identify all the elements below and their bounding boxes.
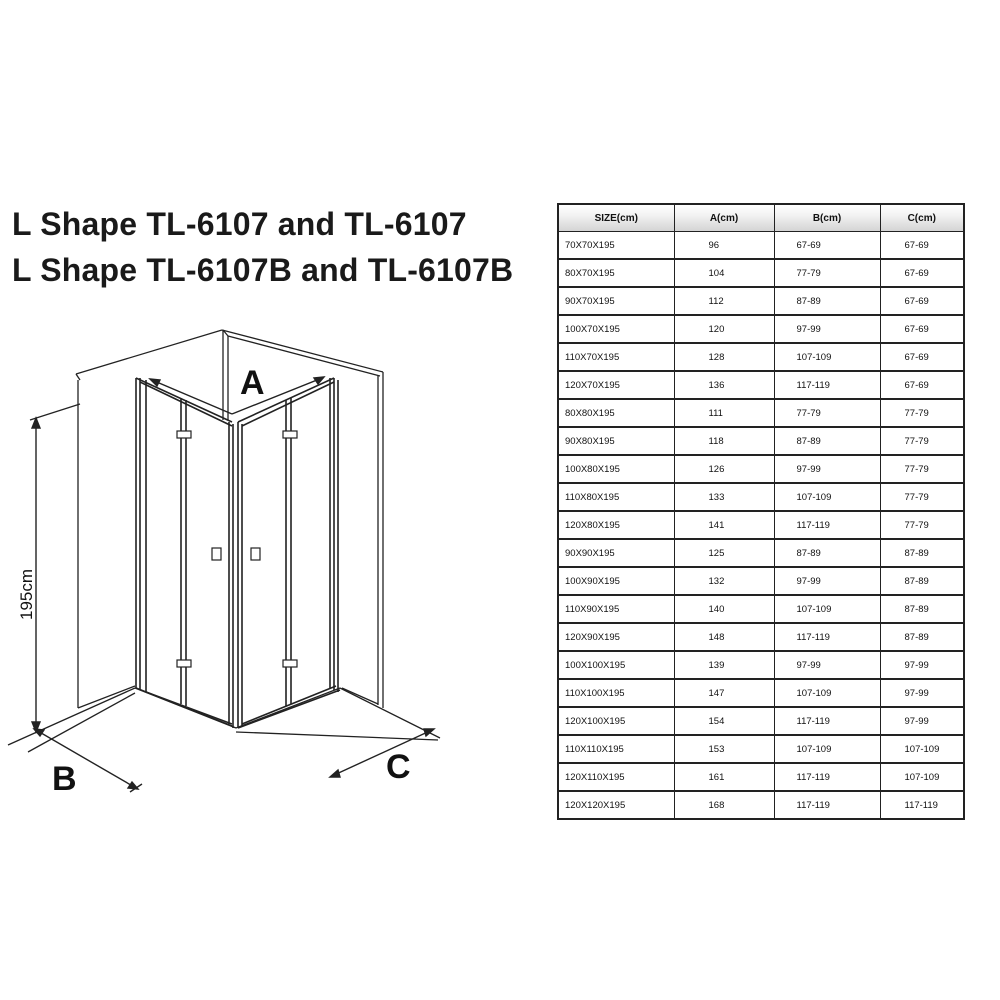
left-door-hinges	[177, 431, 221, 667]
c-cell: 67-69	[880, 343, 964, 371]
size-spec-table	[557, 203, 965, 820]
table-row	[558, 455, 964, 483]
b-cell: 87-89	[774, 427, 880, 455]
b-cell: 97-99	[774, 651, 880, 679]
dimension-b-arrow	[34, 729, 142, 792]
table-row	[558, 427, 964, 455]
b-cell: 97-99	[774, 567, 880, 595]
table-row	[558, 539, 964, 567]
b-cell: 107-109	[774, 343, 880, 371]
c-cell: 107-109	[880, 763, 964, 791]
size-cell: 80X70X195	[558, 259, 674, 287]
a-cell: 147	[674, 679, 774, 707]
c-cell: 67-69	[880, 287, 964, 315]
b-cell: 117-119	[774, 623, 880, 651]
a-cell: 141	[674, 511, 774, 539]
size-cell: 100X100X195	[558, 651, 674, 679]
size-cell: 120X80X195	[558, 511, 674, 539]
table-header-row	[558, 204, 964, 232]
size-cell: 70X70X195	[558, 232, 674, 260]
size-cell: 100X90X195	[558, 567, 674, 595]
a-cell: 104	[674, 259, 774, 287]
a-cell: 161	[674, 763, 774, 791]
size-cell: 110X110X195	[558, 735, 674, 763]
table-row	[558, 343, 964, 371]
a-cell: 126	[674, 455, 774, 483]
c-cell: 77-79	[880, 427, 964, 455]
c-cell: 107-109	[880, 735, 964, 763]
b-cell: 107-109	[774, 483, 880, 511]
height-dimension-arrow	[30, 404, 80, 732]
dimension-a-label: A	[240, 364, 265, 402]
table-row	[558, 399, 964, 427]
a-cell: 118	[674, 427, 774, 455]
c-cell: 77-79	[880, 511, 964, 539]
a-cell: 136	[674, 371, 774, 399]
b-cell: 77-79	[774, 259, 880, 287]
floor-outline	[8, 688, 440, 752]
header-a: A(cm)	[674, 204, 774, 232]
c-cell: 97-99	[880, 707, 964, 735]
table-row	[558, 259, 964, 287]
size-cell: 110X100X195	[558, 679, 674, 707]
c-cell: 87-89	[880, 539, 964, 567]
b-cell: 87-89	[774, 539, 880, 567]
b-cell: 117-119	[774, 707, 880, 735]
table-row	[558, 651, 964, 679]
table-row	[558, 232, 964, 260]
title-line-2: L Shape TL-6107B and TL-6107B	[12, 252, 514, 288]
table-row	[558, 567, 964, 595]
header-c: C(cm)	[880, 204, 964, 232]
size-cell: 110X70X195	[558, 343, 674, 371]
a-cell: 148	[674, 623, 774, 651]
size-cell: 120X120X195	[558, 791, 674, 819]
size-cell: 120X110X195	[558, 763, 674, 791]
c-cell: 67-69	[880, 315, 964, 343]
header-b: B(cm)	[774, 204, 880, 232]
b-cell: 117-119	[774, 371, 880, 399]
table-row	[558, 287, 964, 315]
table-row	[558, 707, 964, 735]
shower-enclosure-diagram	[0, 300, 540, 820]
a-cell: 140	[674, 595, 774, 623]
a-cell: 128	[674, 343, 774, 371]
b-cell: 107-109	[774, 679, 880, 707]
b-cell: 107-109	[774, 595, 880, 623]
a-cell: 154	[674, 707, 774, 735]
b-cell: 67-69	[774, 232, 880, 260]
size-cell: 120X90X195	[558, 623, 674, 651]
b-cell: 77-79	[774, 399, 880, 427]
table-row	[558, 483, 964, 511]
dimension-b-label: B	[52, 760, 77, 798]
a-cell: 168	[674, 791, 774, 819]
c-cell: 77-79	[880, 455, 964, 483]
c-cell: 97-99	[880, 679, 964, 707]
table-row	[558, 315, 964, 343]
b-cell: 107-109	[774, 735, 880, 763]
size-cell: 100X80X195	[558, 455, 674, 483]
table-row	[558, 595, 964, 623]
size-cell: 120X70X195	[558, 371, 674, 399]
table-row	[558, 623, 964, 651]
c-cell: 87-89	[880, 567, 964, 595]
c-cell: 67-69	[880, 371, 964, 399]
size-cell: 90X70X195	[558, 287, 674, 315]
dimension-c-label: C	[386, 748, 411, 786]
a-cell: 125	[674, 539, 774, 567]
size-cell: 80X80X195	[558, 399, 674, 427]
table-row	[558, 371, 964, 399]
a-cell: 133	[674, 483, 774, 511]
a-cell: 132	[674, 567, 774, 595]
table-row	[558, 511, 964, 539]
c-cell: 87-89	[880, 595, 964, 623]
b-cell: 117-119	[774, 763, 880, 791]
header-size: SIZE(cm)	[558, 204, 674, 232]
a-cell: 111	[674, 399, 774, 427]
c-cell: 77-79	[880, 399, 964, 427]
a-cell: 139	[674, 651, 774, 679]
a-cell: 120	[674, 315, 774, 343]
table-row	[558, 735, 964, 763]
c-cell: 97-99	[880, 651, 964, 679]
c-cell: 67-69	[880, 259, 964, 287]
c-cell: 117-119	[880, 791, 964, 819]
right-door-hinges	[251, 431, 297, 667]
title-line-1: L Shape TL-6107 and TL-6107	[12, 206, 467, 242]
size-cell: 90X90X195	[558, 539, 674, 567]
b-cell: 97-99	[774, 315, 880, 343]
size-cell: 110X80X195	[558, 483, 674, 511]
a-cell: 96	[674, 232, 774, 260]
c-cell: 77-79	[880, 483, 964, 511]
b-cell: 117-119	[774, 511, 880, 539]
size-cell: 120X100X195	[558, 707, 674, 735]
size-cell: 100X70X195	[558, 315, 674, 343]
size-cell: 90X80X195	[558, 427, 674, 455]
a-cell: 112	[674, 287, 774, 315]
b-cell: 87-89	[774, 287, 880, 315]
height-label: 195cm	[17, 568, 36, 620]
c-cell: 67-69	[880, 232, 964, 260]
b-cell: 97-99	[774, 455, 880, 483]
c-cell: 87-89	[880, 623, 964, 651]
b-cell: 117-119	[774, 791, 880, 819]
a-cell: 153	[674, 735, 774, 763]
table-row	[558, 791, 964, 819]
table-row	[558, 763, 964, 791]
table-body	[558, 232, 964, 820]
table-row	[558, 679, 964, 707]
size-cell: 110X90X195	[558, 595, 674, 623]
